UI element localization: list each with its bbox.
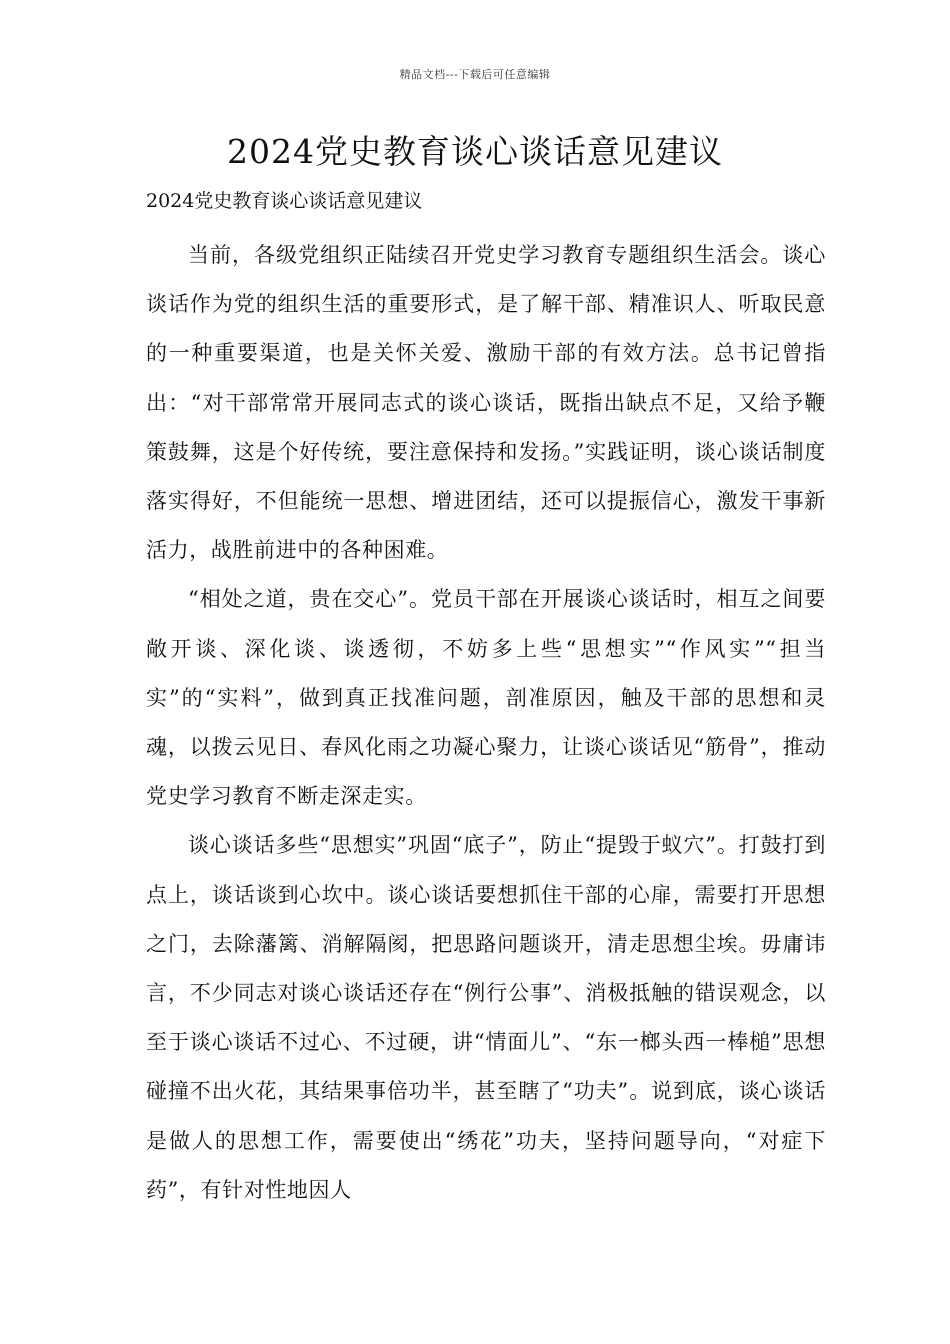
document-subtitle: 2024党史教育谈心谈话意见建议 [146,190,423,212]
paragraph: “相处之道，贵在交心”。党员干部在开展谈心谈话时，相互之间要敞开谈、深化谈、谈透彻，不妨多上些“思想实”“作风实”“担当实”的“实料”，做到真正找准问题，剖准原因，触及干部的思想和灵魂，以拨云见日、春风化雨之功凝心聚力，让谈心谈话见“筋骨”，推动党史学习教育不断走深走实。 [146,587,826,809]
paragraph: 谈心谈话多些“思想实”巩固“底子”，防止“提毁于蚁穴”。打鼓打到点上，谈话谈到心坎中。谈心谈话要想抓住干部的心扉，需要打开思想之门，去除藩篱、消解隔阂，把思路问题谈开，清走思想尘埃。毋庸讳言，不少同志对谈心谈话还存在“例行公事”、消极抵触的错误观念，以至于谈心谈话不过心、不过硬，讲“情面儿”、“东一榔头西一棒槌”思想碰撞不出火花，其结果事倍功半，甚至瞎了“功夫”。说到底，谈心谈话是做人的思想工作，需要使出“绣花”功夫，坚持问题导向，“对症下药”，有针对性地因人 [146,833,826,1202]
header-note: 精品文档---下载后可任意编辑 [399,68,551,81]
document-body [146,231,826,1215]
paragraph: 当前，各级党组织正陆续召开党史学习教育专题组织生活会。谈心谈话作为党的组织生活的重要形式，是了解干部、精准识人、听取民意的一种重要渠道，也是关怀关爱、激励干部的有效方法。总书记曾指出：“对干部常常开展同志式的谈心谈话，既指出缺点不足，又给予鞭策鼓舞，这是个好传统，要注意保持和发扬。”实践证明，谈心谈话制度落实得好，不但能统一思想、增进团结，还可以提振信心，激发干事新活力，战胜前进中的各种困难。 [146,243,826,563]
document-title: 2024党史教育谈心谈话意见建议 [227,132,723,171]
